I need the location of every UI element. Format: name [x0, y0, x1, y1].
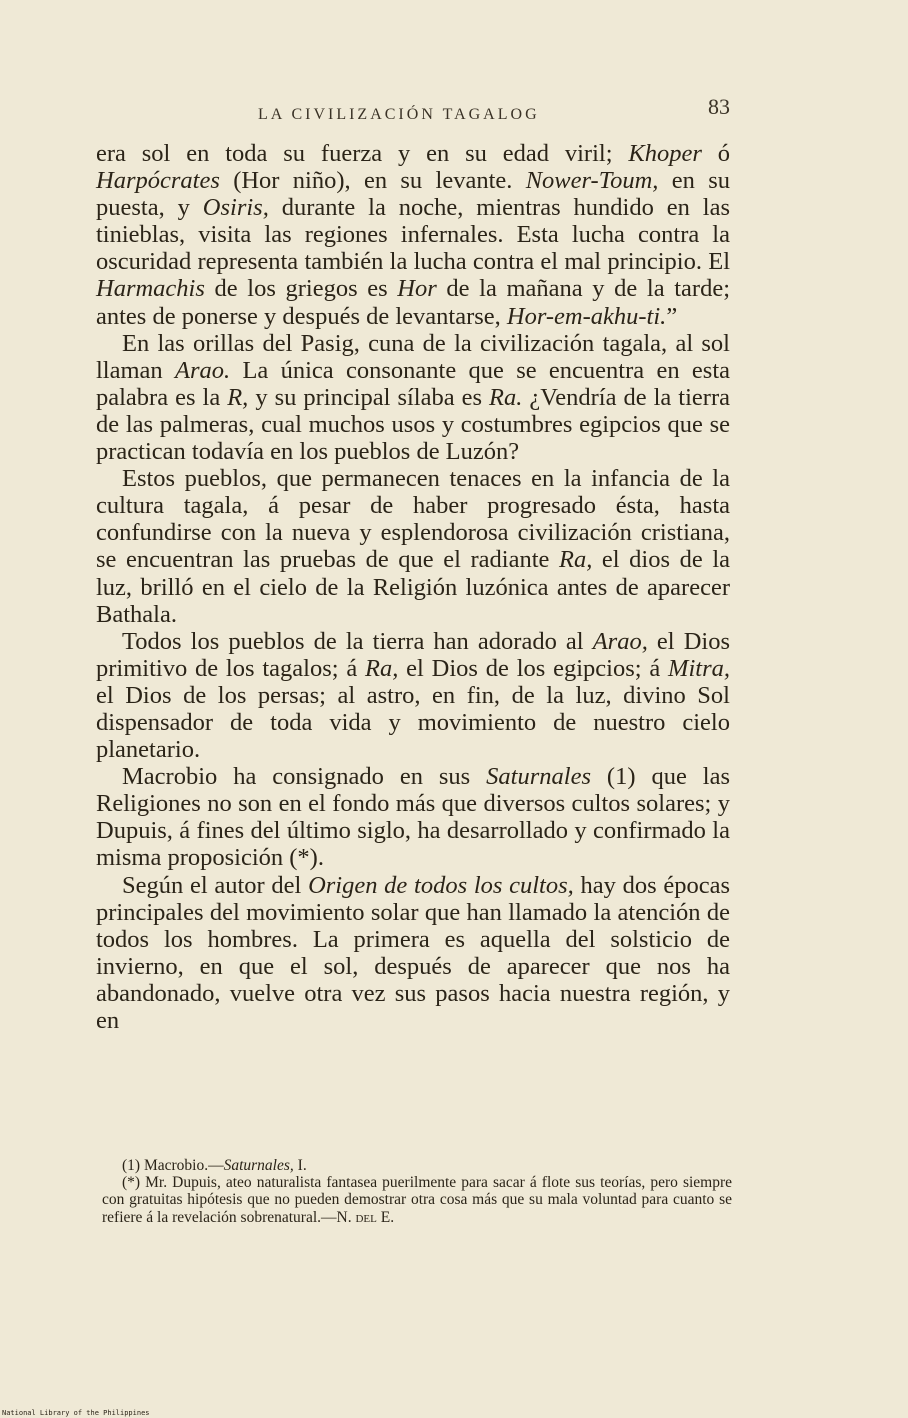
text-run: (Hor niño), en su levante. [219, 167, 526, 195]
italic-term: Hor [397, 275, 437, 303]
text-run: Estos pueblos, que permanecen tenaces en la infancia de la cultura tagala, á pesar de haber progresado ésta, hasta confundirse con la nueva y esplendorosa civilización cristiana, se encuentran las pruebas de que el radiante [96, 465, 730, 574]
italic-term: Osiris, [202, 194, 269, 222]
text-run: el Dios primitivo de los tagalos; á [96, 627, 730, 682]
text-run: de los griegos es [204, 275, 398, 303]
paragraph [96, 763, 730, 871]
paragraph [96, 330, 730, 465]
footnote-2-mark: (*) [122, 1174, 141, 1192]
text-run: Macrobio ha consignado en sus [122, 763, 487, 791]
paragraph [96, 140, 730, 330]
text-run: y su principal sílaba es [248, 383, 490, 411]
italic-term: Harmachis [96, 275, 205, 303]
footnote-1-end: I. [293, 1157, 307, 1174]
body-text [96, 140, 730, 1034]
text-run: Según el autor del [122, 871, 309, 899]
text-run: el Dios de los persas; al astro, en fin, de la luz, divino Sol dispensador de toda vida y movimiento de nuestro cielo planetario. [96, 681, 730, 764]
text-run: Todos los pueblos de la tierra han adorado al [122, 627, 593, 655]
italic-term: R, [227, 383, 249, 411]
text-run: el Dios de los egipcios; á [398, 654, 669, 682]
footnote-2-text: Mr. Dupuis, ateo naturalista fantasea puerilmente para sacar á flote sus teorías, pero siempre con gratuitas hipótesis que no pueden demostrar otra cosa más que su mala voluntad para cuanto se refiere á la revelación sobrenatural.—N. [102, 1174, 733, 1226]
page-header [96, 94, 730, 136]
italic-term: Arao, [592, 627, 648, 655]
italic-term: Hor-em-akhu-ti. [506, 302, 667, 330]
page-number: 83 [708, 94, 730, 119]
paragraph [96, 628, 730, 763]
italic-term: Ra. [489, 383, 523, 411]
text-run: (1) que las Religiones no son en el fondo más que diversos cultos solares; y Dupuis, á fines del último siglo, ha desarrollado y confirmado la misma proposición (*). [96, 763, 730, 872]
footnotes [102, 1157, 732, 1226]
footnote-2-smallcaps: del [355, 1208, 377, 1226]
paragraph [96, 465, 730, 628]
running-title: LA CIVILIZACIÓN TAGALOG [258, 106, 540, 123]
italic-term: Harpócrates [96, 167, 220, 195]
footnote-2-end: E. [376, 1208, 395, 1226]
italic-term: Nower-Toum, [525, 167, 659, 195]
footnote-1-text: Macrobio.— [143, 1157, 224, 1174]
text-run: de la mañana y de la tarde; antes de ponerse y después de levantarse, [96, 275, 731, 330]
italic-term: Ra, [365, 654, 399, 682]
text-run: ¿Vendría de la tierra de las palmeras, cual muchos usos y costumbres egipcios que se practican todavía en los pueblos de Luzón? [96, 383, 730, 466]
text-run: ó [701, 140, 731, 167]
text-run: en su puesta, y [96, 167, 730, 222]
text-run: era sol en toda su fuerza y en su edad viril; [96, 140, 629, 167]
text-run: La única consonante que se encuentra en esta palabra es la [96, 356, 730, 411]
footnote-1-title: Saturnales, [223, 1157, 294, 1174]
footnote-2 [102, 1174, 732, 1226]
paragraph [96, 872, 730, 1035]
footnote-1 [102, 1157, 732, 1174]
italic-term: Saturnales [486, 763, 591, 791]
italic-term: Mitra, [668, 654, 730, 682]
footnote-1-mark: (1) [122, 1157, 141, 1174]
italic-term: Ra, [559, 546, 593, 574]
text-run: ” [666, 302, 678, 330]
text-run: En las orillas del Pasig, cuna de la civilización tagala, al sol llaman [96, 329, 730, 384]
text-run: durante la noche, mientras hundido en las tinieblas, visita las regiones infernales. Esta lucha contra la oscuridad representa también la lucha contra el mal principio. El [96, 194, 731, 276]
italic-term: Khoper [628, 140, 702, 167]
library-credit: National Library of the Philippines [2, 1409, 150, 1417]
italic-term: Origen de todos los cultos, [308, 871, 574, 899]
text-run: el dios de la luz, brilló en el cielo de la Religión luzónica antes de aparecer Bathala. [96, 546, 730, 628]
italic-term: Arao. [175, 356, 231, 384]
text-run: hay dos épocas principales del movimiento solar que han llamado la atención de todos los hombres. La primera es aquella del solsticio de invierno, en que el sol, después de aparecer que nos ha abandonado, vuelve otra vez sus pasos hacia nuestra región, y en [96, 871, 730, 1034]
